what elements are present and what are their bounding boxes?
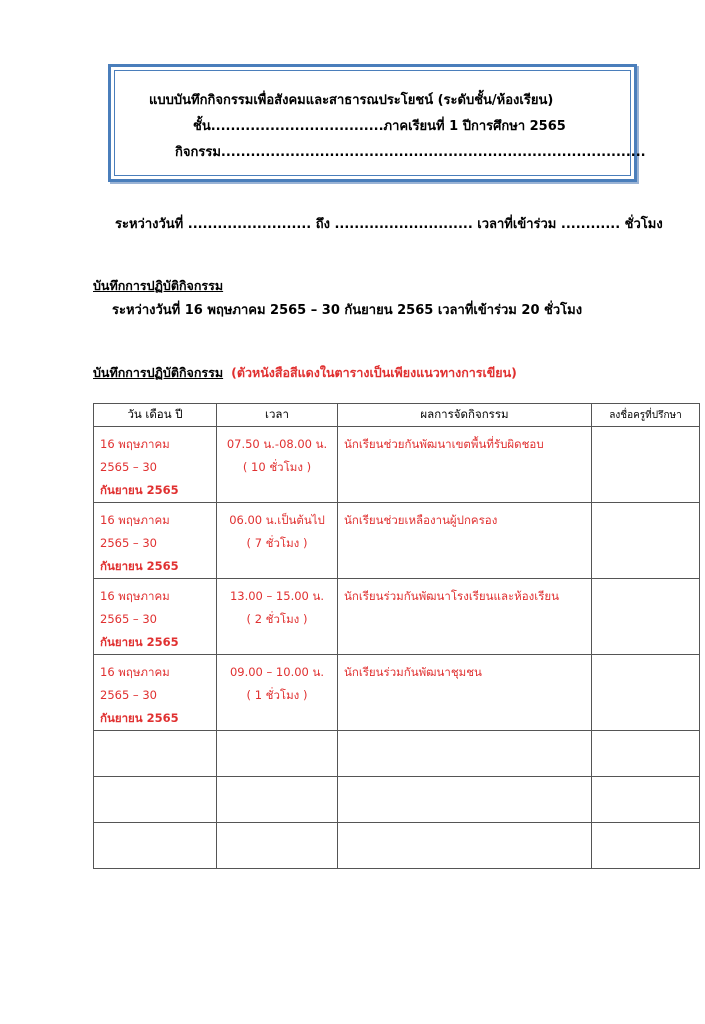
form-title: แบบบันทึกกิจกรรมเพื่อสังคมและสาธารณประโยชน์ (ระดับชั้น/ห้องเรียน) [149, 93, 554, 108]
date-cell [94, 427, 217, 503]
activity-log-table [93, 403, 700, 869]
table-row [94, 579, 700, 655]
signature-cell[interactable] [592, 427, 700, 503]
date-cell [94, 655, 217, 731]
signature-cell[interactable] [592, 579, 700, 655]
date-end: กันยายน 2565 [100, 559, 179, 573]
date-range: 2565 – 30 [100, 688, 157, 702]
time-range: 07.50 น.-08.00 น. [226, 437, 328, 451]
table-section-heading [93, 363, 517, 383]
date-end: กันยายน 2565 [100, 635, 179, 649]
date-cell [94, 579, 217, 655]
time-range: 09.00 – 10.00 น. [229, 665, 325, 679]
hours: ( 7 ชั่วโมง ) [246, 536, 308, 550]
date-end: กันยายน 2565 [100, 711, 179, 725]
empty-result-cell[interactable] [338, 777, 592, 823]
table-section-note: (ตัวหนังสือสีแดงในตารางเป็นเพียงแนวทางการเขียน) [231, 365, 517, 380]
table-row [94, 655, 700, 731]
date-range: 2565 – 30 [100, 612, 157, 626]
date-start: 16 พฤษภาคม [100, 589, 170, 603]
hours: ( 10 ชั่วโมง ) [242, 460, 312, 474]
activity-line: กิจกรรม...................................................................................... [175, 145, 646, 160]
class-line: ชั้น...................................ภาคเรียนที่ 1 ปีการศึกษา 2565 [193, 119, 566, 134]
time-cell [217, 655, 338, 731]
empty-result-cell[interactable] [338, 731, 592, 777]
result-cell: นักเรียนช่วยกันพัฒนาเขตพื้นที่รับผิดชอบ [338, 427, 592, 503]
empty-date-cell[interactable] [94, 777, 217, 823]
header-result: ผลการจัดกิจกรรม [338, 404, 592, 427]
date-start: 16 พฤษภาคม [100, 437, 170, 451]
hours: ( 1 ชั่วโมง ) [246, 688, 308, 702]
empty-result-cell[interactable] [338, 823, 592, 869]
date-start: 16 พฤษภาคม [100, 665, 170, 679]
empty-row [94, 777, 700, 823]
time-cell [217, 427, 338, 503]
empty-time-cell[interactable] [217, 777, 338, 823]
empty-row [94, 731, 700, 777]
date-start: 16 พฤษภาคม [100, 513, 170, 527]
empty-signature-cell[interactable] [592, 777, 700, 823]
table-row [94, 427, 700, 503]
header-time: เวลา [217, 404, 338, 427]
table-section-title: บันทึกการปฏิบัติกิจกรรม [93, 365, 224, 380]
record-heading: บันทึกการปฏิบัติกิจกรรม [93, 278, 224, 293]
time-range: 13.00 – 15.00 น. [229, 589, 325, 603]
header-date: วัน เดือน ปี [94, 404, 217, 427]
record-summary: ระหว่างวันที่ 16 พฤษภาคม 2565 – 30 กันยายน 2565 เวลาที่เข้าร่วม 20 ชั่วโมง [112, 303, 583, 318]
empty-signature-cell[interactable] [592, 823, 700, 869]
result-cell: นักเรียนช่วยเหลืองานผู้ปกครอง [338, 503, 592, 579]
date-cell [94, 503, 217, 579]
empty-row [94, 823, 700, 869]
empty-time-cell[interactable] [217, 731, 338, 777]
title-box [108, 64, 646, 182]
empty-time-cell[interactable] [217, 823, 338, 869]
empty-date-cell[interactable] [94, 731, 217, 777]
signature-cell[interactable] [592, 503, 700, 579]
table-header-row [94, 404, 700, 427]
date-end: กันยายน 2565 [100, 483, 179, 497]
result-cell: นักเรียนร่วมกันพัฒนาโรงเรียนและห้องเรียน [338, 579, 592, 655]
header-signature: ลงชื่อครูที่ปรึกษา [592, 404, 700, 427]
empty-date-cell[interactable] [94, 823, 217, 869]
signature-cell[interactable] [592, 655, 700, 731]
period-line: ระหว่างวันที่ ......................... ถึง ............................ เวลาที่เข้าร่วม ............ ชั่วโมง [115, 217, 663, 232]
empty-signature-cell[interactable] [592, 731, 700, 777]
hours: ( 2 ชั่วโมง ) [246, 612, 308, 626]
result-cell: นักเรียนร่วมกันพัฒนาชุมชน [338, 655, 592, 731]
time-range: 06.00 น.เป็นต้นไป [229, 513, 325, 527]
table-row [94, 503, 700, 579]
date-range: 2565 – 30 [100, 460, 157, 474]
time-cell [217, 503, 338, 579]
time-cell [217, 579, 338, 655]
date-range: 2565 – 30 [100, 536, 157, 550]
